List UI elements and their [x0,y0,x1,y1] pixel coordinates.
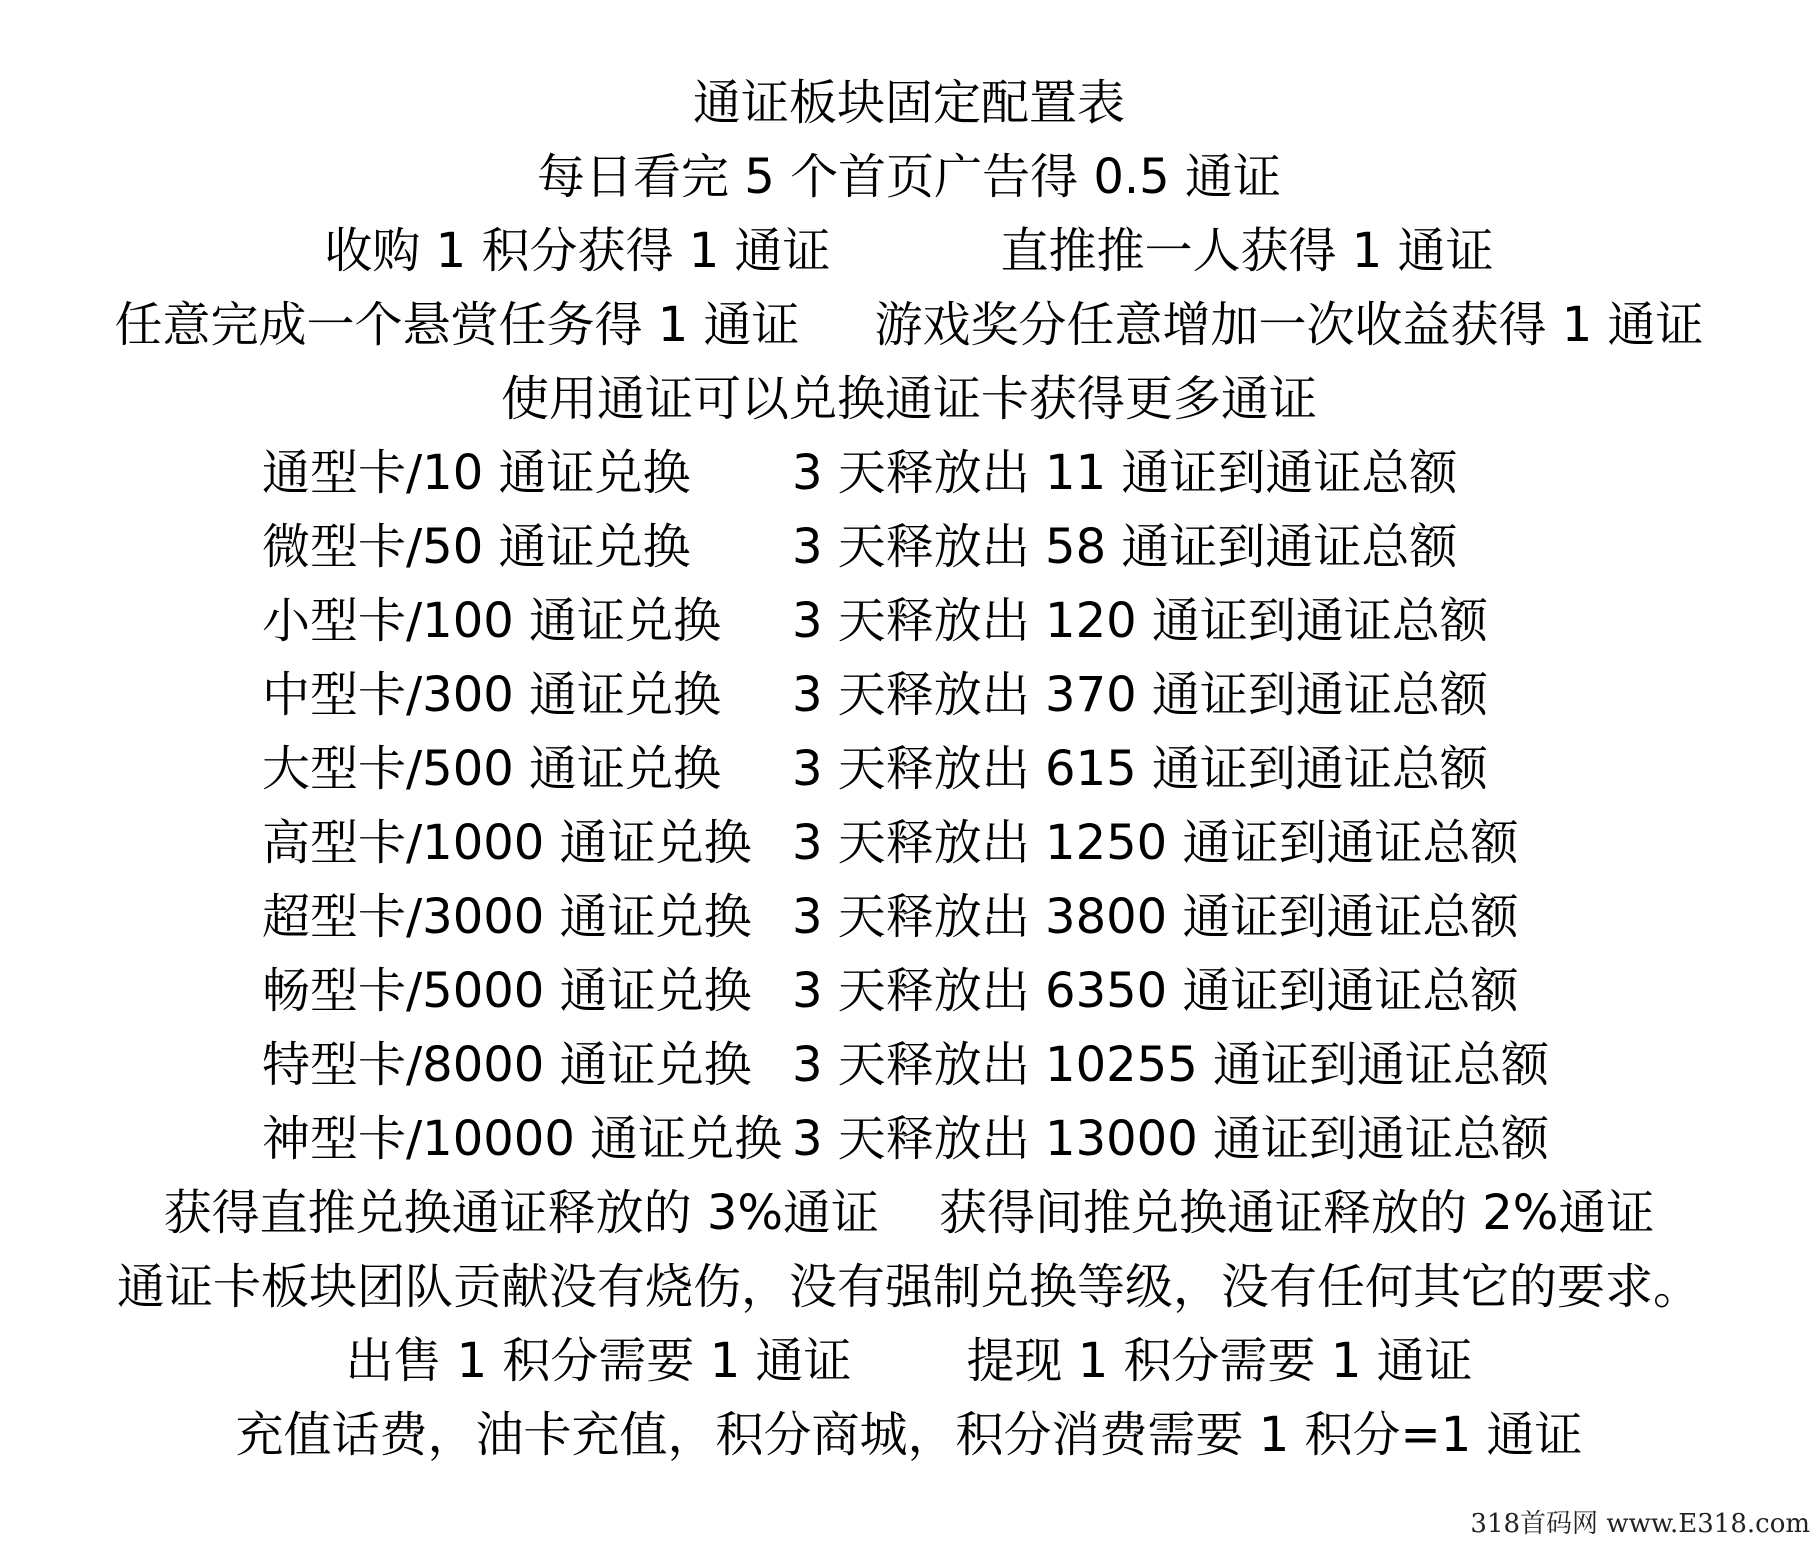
purchase-points-reward: 收购 1 积分获得 1 通证 [324,223,831,279]
card-release: 3 天释放出 615 通证到通证总额 [792,741,1488,797]
card-name: 小型卡/100 通证兑换 [262,593,722,649]
exchange-note: 使用通证可以兑换通证卡获得更多通证 [500,371,1317,427]
card-row [0,510,1818,584]
card-name: 畅型卡/5000 通证兑换 [262,963,752,1019]
direct-referral-bonus: 获得直推兑换通证释放的 3%通证 [163,1185,879,1241]
game-points-reward: 游戏奖分任意增加一次收益获得 1 通证 [874,297,1704,353]
card-row [0,880,1818,954]
card-name: 通型卡/10 通证兑换 [262,445,691,501]
withdraw-cost: 提现 1 积分需要 1 通证 [966,1333,1473,1389]
card-name: 大型卡/500 通证兑换 [262,741,722,797]
direct-referral-reward: 直推推一人获得 1 通证 [1000,223,1494,279]
card-row [0,658,1818,732]
earn-row-1 [0,214,1818,288]
card-release: 3 天释放出 10255 通证到通证总额 [792,1037,1550,1093]
card-name: 高型卡/1000 通证兑换 [262,815,752,871]
bounty-task-reward: 任意完成一个悬赏任务得 1 通证 [114,297,800,353]
card-row [0,436,1818,510]
policy-note: 通证卡板块团队贡献没有烧伤，没有强制兑换等级，没有任何其它的要求。 [116,1259,1701,1315]
indirect-referral-bonus: 获得间推兑换通证释放的 2%通证 [939,1185,1655,1241]
document-title: 通证板块固定配置表 [692,75,1125,131]
card-release: 3 天释放出 3800 通证到通证总额 [792,889,1519,945]
cost-row [0,1324,1818,1398]
card-row [0,1028,1818,1102]
earn-row-2 [0,288,1818,362]
card-row [0,1102,1818,1176]
site-watermark: 318首码网 www.E318.com [1470,1509,1810,1539]
card-release: 3 天释放出 1250 通证到通证总额 [792,815,1519,871]
daily-ad-reward: 每日看完 5 个首页广告得 0.5 通证 [537,149,1281,205]
card-name: 神型卡/10000 通证兑换 [262,1111,783,1167]
card-row [0,806,1818,880]
card-release: 3 天释放出 13000 通证到通证总额 [792,1111,1550,1167]
card-row [0,732,1818,806]
card-release: 3 天释放出 120 通证到通证总额 [792,593,1488,649]
card-release: 3 天释放出 11 通证到通证总额 [792,445,1458,501]
card-release: 3 天释放出 6350 通证到通证总额 [792,963,1519,1019]
card-release: 3 天释放出 58 通证到通证总额 [792,519,1458,575]
card-name: 中型卡/300 通证兑换 [262,667,722,723]
card-row [0,584,1818,658]
card-row [0,954,1818,1028]
card-release: 3 天释放出 370 通证到通证总额 [792,667,1488,723]
sell-cost: 出售 1 积分需要 1 通证 [345,1333,852,1389]
card-name: 超型卡/3000 通证兑换 [262,889,752,945]
consumption-note: 充值话费，油卡充值，积分商城，积分消费需要 1 积分=1 通证 [235,1407,1583,1463]
card-name: 特型卡/8000 通证兑换 [262,1037,752,1093]
card-name: 微型卡/50 通证兑换 [262,519,691,575]
referral-row [0,1176,1818,1250]
